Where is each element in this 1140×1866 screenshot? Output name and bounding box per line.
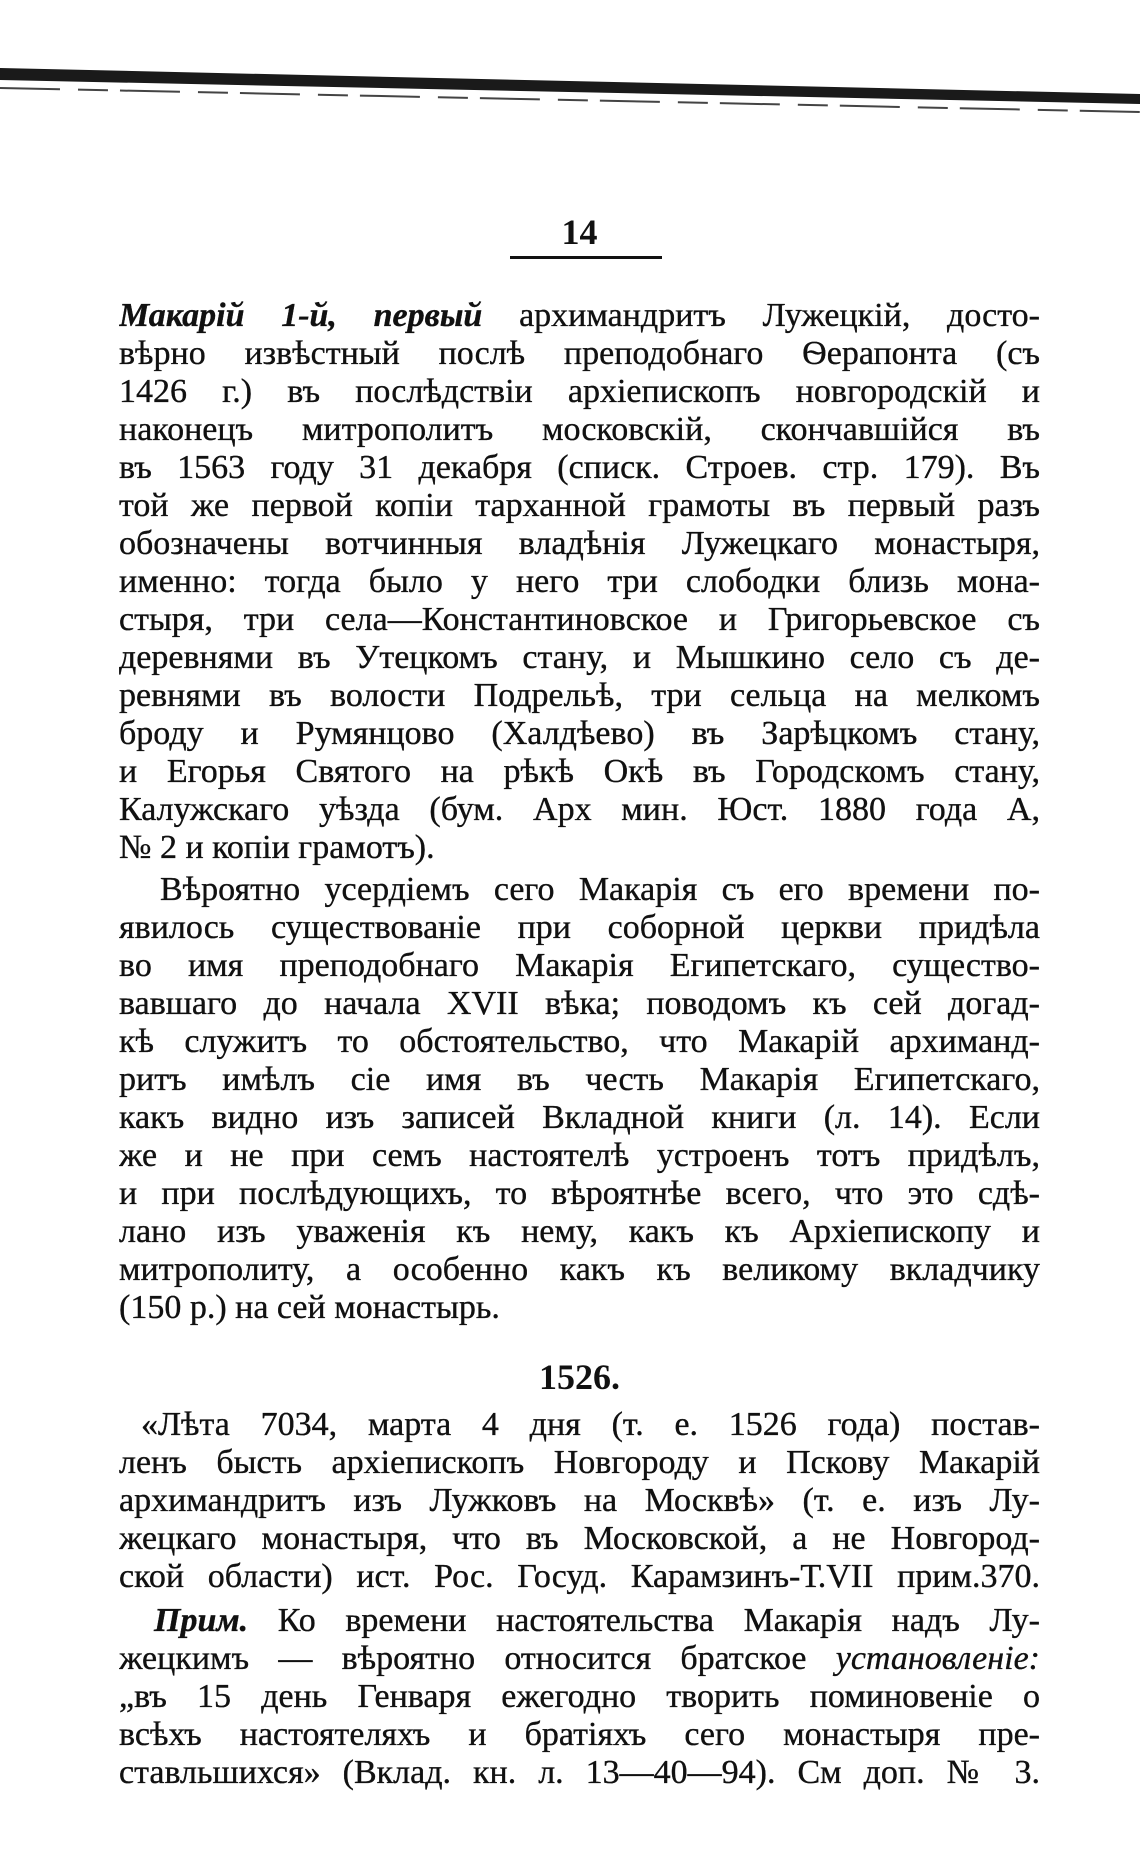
text-line: митрополиту, а особенно какъ къ великому вкладчику (119, 1251, 1040, 1288)
text-line: именно: тогда было у него три слободки близь мона- (119, 563, 1040, 600)
text-line: наконецъ митрополитъ московскій, скончавшійся въ (119, 411, 1040, 448)
paragraph-chronicle-quote (119, 1406, 1040, 1596)
text-line: ревнями въ волости Подрельѣ, три сельца на мелкомъ (119, 677, 1040, 714)
text-line: ритъ имѣлъ сіе имя въ честь Макарія Египетскаго, (119, 1061, 1040, 1098)
text-line: Калужскаго уѣзда (бум. Арх мин. Юст. 1880 года А, (119, 791, 1040, 828)
text-line (119, 1602, 1040, 1640)
text-line: 1426 г.) въ послѣдствіи архіепископъ новгородскій и (119, 373, 1040, 410)
text-line (119, 1640, 1040, 1678)
text-line: ставльшихся» (Вклад. кн. л. 13—40—94). См доп. № 3. (119, 1754, 1040, 1791)
note-label: Прим. (154, 1602, 249, 1639)
text-line: лано изъ уваженія къ нему, какъ къ Архіепископу и (119, 1213, 1040, 1250)
text-line: ленъ бысть архіепископъ Новгороду и Пскову Макарій (119, 1444, 1040, 1481)
text-line: „въ 15 день Генваря ежегодно творить поминовеніе о (119, 1678, 1040, 1715)
text-line: кѣ служитъ то обстоятельство, что Макарій архиманд- (119, 1023, 1040, 1060)
text-line: той же первой копіи тарханной грамоты въ первый разъ (119, 487, 1040, 524)
paragraph-note (119, 1602, 1040, 1792)
text-line: въ 1563 году 31 декабря (списк. Строев. стр. 179). Въ (119, 449, 1040, 486)
paragraph-makariy (119, 297, 1040, 867)
text-line: жецкаго монастыря, что въ Московской, а не Новгород- (119, 1520, 1040, 1557)
text-line: «Лѣта 7034, марта 4 дня (т. е. 1526 года) постав- (141, 1406, 1040, 1443)
scan-edge-rule (0, 0, 1140, 130)
line-text: жецкимъ — вѣроятно относится братское (119, 1640, 807, 1677)
text-line: же и не при семъ настоятелѣ устроенъ тотъ придѣлъ, (119, 1137, 1040, 1174)
text-line: стыря, три села—Константиновское и Григорьевское съ (119, 601, 1040, 638)
scan-edge-rule-dark (0, 68, 1140, 104)
year-heading: 1526. (539, 1357, 620, 1397)
text-line: вавшаго до начала XVII вѣка; поводомъ къ сей догад- (119, 985, 1040, 1022)
text-line: во имя преподобнаго Макарія Египетскаго, существо- (119, 947, 1040, 984)
line-text: архимандритъ Лужецкій, досто- (519, 297, 1040, 334)
text-line: всѣхъ настоятеляхъ и братіяхъ сего монастыря пре- (119, 1716, 1040, 1753)
text-line: вѣрно извѣстный послѣ преподобнаго Ѳерапонта (съ (119, 335, 1040, 372)
italic-lead: Макарій 1-й, первый (119, 297, 483, 334)
text-line: какъ видно изъ записей Вкладной книги (л. 14). Если (119, 1099, 1040, 1136)
text-line: архимандритъ изъ Лужковъ на Москвѣ» (т. е. изъ Лу- (119, 1482, 1040, 1519)
paragraph-chapel (119, 871, 1040, 1327)
text-line: № 2 и копіи грамотъ). (119, 829, 435, 866)
page-number: 14 (561, 212, 598, 252)
text-line: ской области) ист. Рос. Госуд. Карамзинъ-Т.VII прим.370. (119, 1558, 1040, 1595)
line-text: Ко времени настоятельства Макарія надъ Лу- (277, 1602, 1040, 1639)
italic-emphasis: установленіе: (835, 1640, 1040, 1677)
text-line: обозначены вотчинныя владѣнія Лужецкаго монастыря, (119, 525, 1040, 562)
text-line: явилось существованіе при соборной церкви придѣла (119, 909, 1040, 946)
text-line: броду и Румянцово (Халдѣево) въ Зарѣцкомъ стану, (119, 715, 1040, 752)
text-line: (150 р.) на сей монастырь. (119, 1289, 500, 1326)
text-line: деревнями въ Утецкомъ стану, и Мышкино село съ де- (119, 639, 1040, 676)
text-line (119, 297, 1040, 335)
text-line: Вѣроятно усердіемъ сего Макарія съ его времени по- (160, 871, 1040, 908)
page-number-underline (510, 256, 662, 259)
text-line: и Егорья Святого на рѣкѣ Окѣ въ Городскомъ стану, (119, 753, 1040, 790)
text-line: и при послѣдующихъ, то вѣроятнѣе всего, что это сдѣ- (119, 1175, 1040, 1212)
